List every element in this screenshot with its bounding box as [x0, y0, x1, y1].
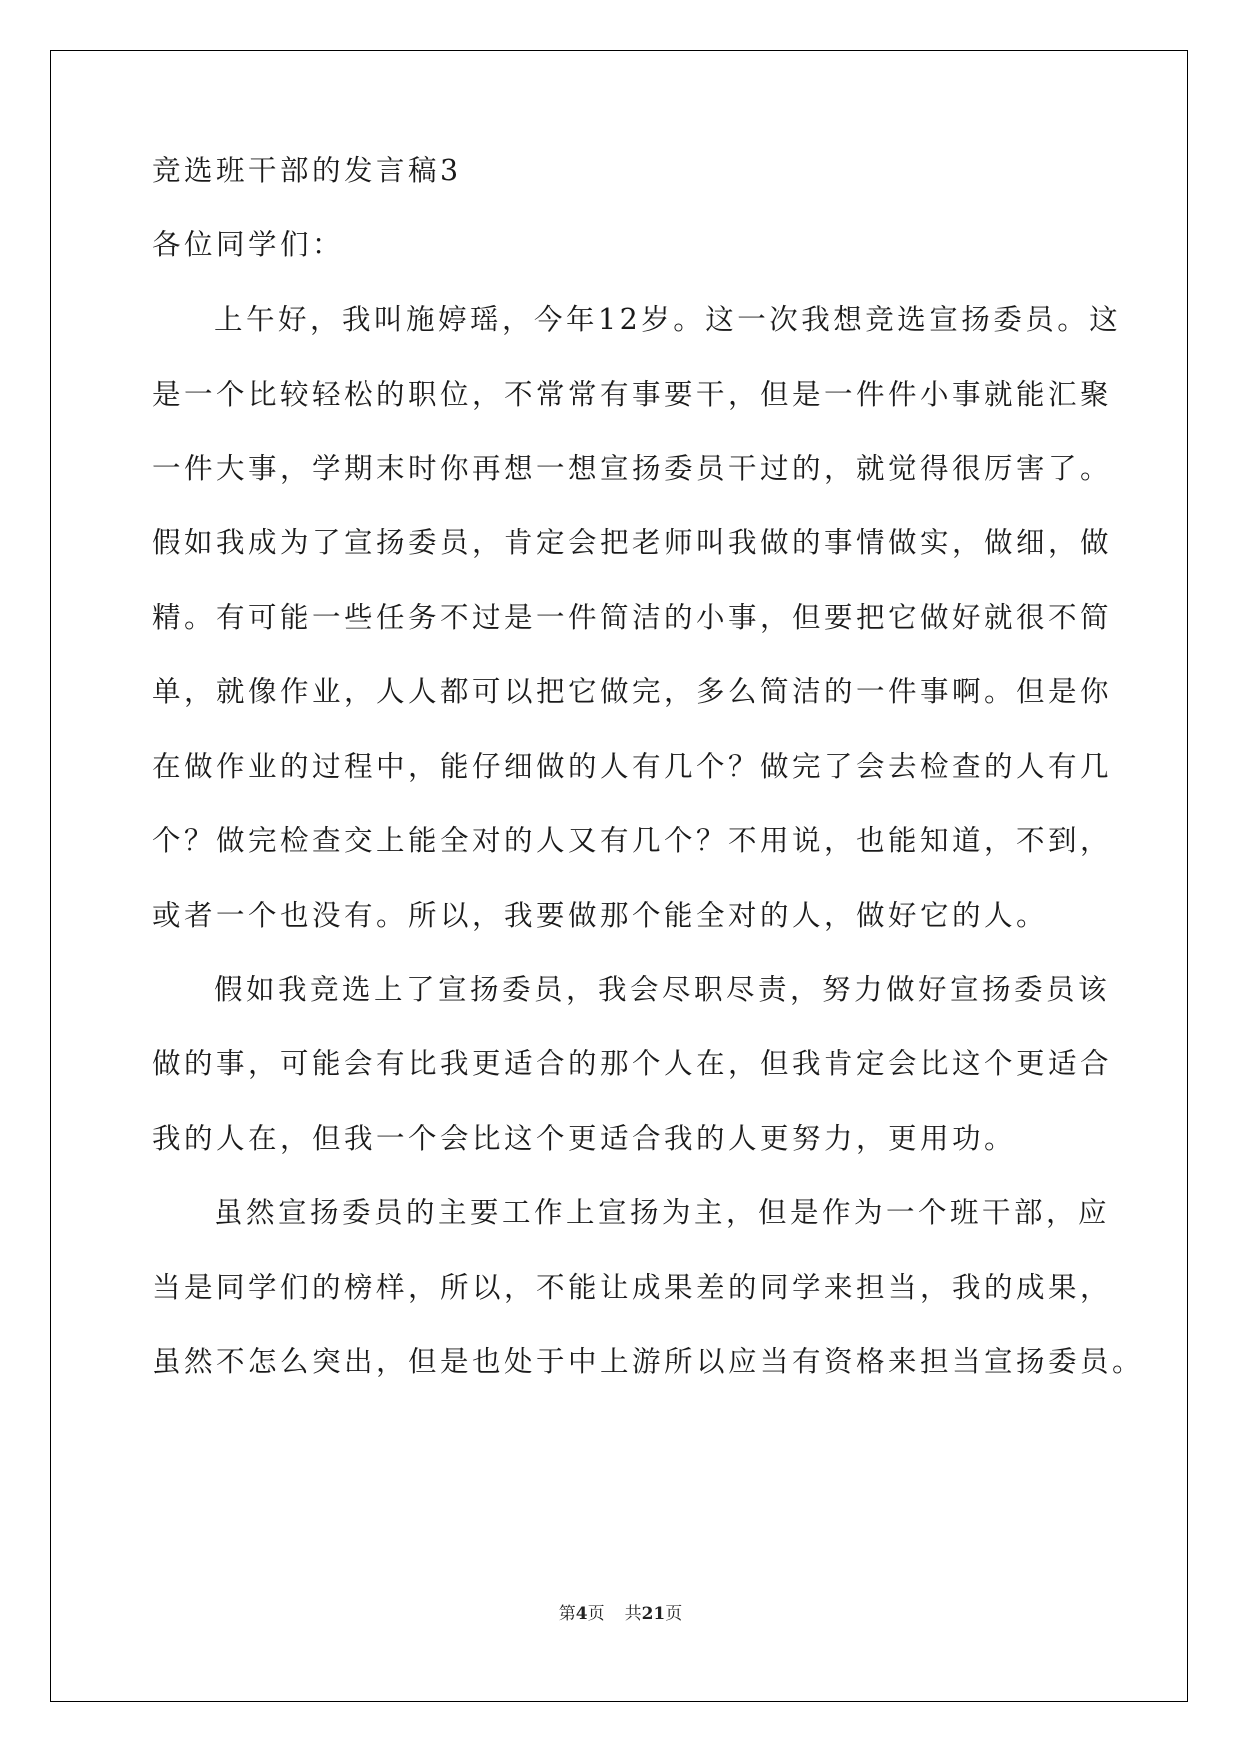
paragraph-line: 我的人在，但我一个会比这个更适合我的人更努力，更用功。 [152, 1122, 1017, 1155]
total-pages: 21 [641, 1604, 666, 1624]
salutation: 各位同学们： [152, 228, 345, 261]
paragraph-line: 上午好，我叫施婷瑶，今年12岁。这一次我想竞选宣扬委员。这 [214, 303, 1122, 336]
paragraph-line: 虽然宣扬委员的主要工作上宣扬为主，但是作为一个班干部，应 [214, 1196, 1111, 1229]
paragraph-line: 当是同学们的榜样，所以，不能让成果差的同学来担当，我的成果， [152, 1271, 1113, 1304]
page-prefix: 第 [558, 1604, 576, 1624]
paragraph-line: 虽然不怎么突出，但是也处于中上游所以应当有资格来担当宣扬委员。 [152, 1345, 1145, 1378]
paragraph-line: 单，就像作业，人人都可以把它做完，多么简洁的一件事啊。但是你 [152, 675, 1113, 708]
paragraph-line: 精。有可能一些任务不过是一件简洁的小事，但要把它做好就很不简 [152, 601, 1113, 634]
paragraph-line: 或者一个也没有。所以，我要做那个能全对的人，做好它的人。 [152, 899, 1049, 932]
page-suffix: 页 [587, 1604, 605, 1624]
paragraph-line: 做的事，可能会有比我更适合的那个人在，但我肯定会比这个更适合 [152, 1047, 1113, 1080]
paragraph-line: 一件大事，学期末时你再想一想宣扬委员干过的，就觉得很厉害了。 [152, 452, 1113, 485]
total-prefix: 共 [624, 1604, 642, 1624]
paragraph-line: 是一个比较轻松的职位，不常常有事要干，但是一件件小事就能汇聚 [152, 378, 1113, 411]
page-border [50, 50, 1188, 1702]
paragraph-line: 个？做完检查交上能全对的人又有几个？不用说，也能知道，不到， [152, 824, 1113, 857]
page-footer [0, 1603, 1241, 1625]
paragraph-line: 假如我成为了宣扬委员，肯定会把老师叫我做的事情做实，做细，做 [152, 526, 1113, 559]
total-suffix: 页 [665, 1604, 683, 1624]
paragraph-line: 在做作业的过程中，能仔细做的人有几个？做完了会去检查的人有几 [152, 750, 1113, 783]
document-title: 竞选班干部的发言稿3 [152, 154, 462, 187]
page-number: 4 [575, 1604, 588, 1624]
paragraph-line: 假如我竞选上了宣扬委员，我会尽职尽责，努力做好宣扬委员该 [214, 973, 1111, 1006]
